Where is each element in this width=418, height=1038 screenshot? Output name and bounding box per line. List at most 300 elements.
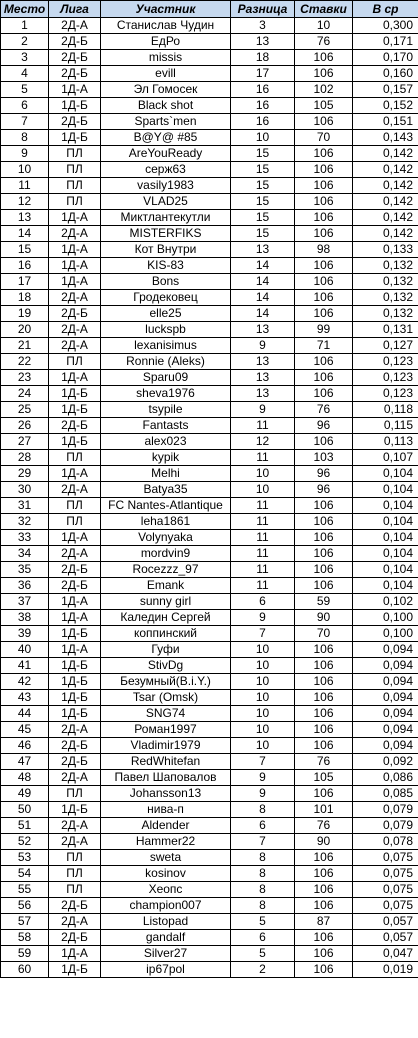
place-cell: 22 xyxy=(1,354,49,370)
average-cell: 0,094 xyxy=(353,738,418,754)
average-cell: 0,143 xyxy=(353,130,418,146)
league-cell: 1Д-А xyxy=(49,370,101,386)
place-cell: 44 xyxy=(1,706,49,722)
difference-cell: 14 xyxy=(231,306,295,322)
table-row xyxy=(1,642,418,658)
difference-cell: 10 xyxy=(231,130,295,146)
difference-cell: 6 xyxy=(231,818,295,834)
difference-cell: 12 xyxy=(231,434,295,450)
league-cell: 2Д-Б xyxy=(49,50,101,66)
place-cell: 21 xyxy=(1,338,49,354)
average-cell: 0,132 xyxy=(353,274,418,290)
bets-cell: 106 xyxy=(295,354,353,370)
average-cell: 0,142 xyxy=(353,178,418,194)
difference-cell: 8 xyxy=(231,866,295,882)
table-row xyxy=(1,706,418,722)
average-cell: 0,170 xyxy=(353,50,418,66)
difference-cell: 9 xyxy=(231,338,295,354)
difference-cell: 15 xyxy=(231,226,295,242)
league-cell: ПЛ xyxy=(49,194,101,210)
table-row xyxy=(1,786,418,802)
place-cell: 5 xyxy=(1,82,49,98)
average-cell: 0,160 xyxy=(353,66,418,82)
difference-cell: 3 xyxy=(231,18,295,34)
average-cell: 0,094 xyxy=(353,642,418,658)
bets-cell: 106 xyxy=(295,146,353,162)
difference-cell: 13 xyxy=(231,34,295,50)
average-cell: 0,127 xyxy=(353,338,418,354)
league-cell: 1Д-Б xyxy=(49,658,101,674)
table-row xyxy=(1,498,418,514)
bets-cell: 106 xyxy=(295,578,353,594)
participant-cell: AreYouReady xyxy=(101,146,231,162)
table-row xyxy=(1,754,418,770)
difference-cell: 11 xyxy=(231,530,295,546)
table-row xyxy=(1,34,418,50)
average-cell: 0,104 xyxy=(353,562,418,578)
place-cell: 49 xyxy=(1,786,49,802)
participant-cell: kypik xyxy=(101,450,231,466)
participant-cell: Volynyaka xyxy=(101,530,231,546)
average-cell: 0,104 xyxy=(353,498,418,514)
bets-cell: 106 xyxy=(295,50,353,66)
participant-cell: SNG74 xyxy=(101,706,231,722)
bets-cell: 10 xyxy=(295,18,353,34)
place-cell: 27 xyxy=(1,434,49,450)
table-row xyxy=(1,626,418,642)
table-row xyxy=(1,274,418,290)
bets-cell: 59 xyxy=(295,594,353,610)
table-row xyxy=(1,354,418,370)
place-cell: 38 xyxy=(1,610,49,626)
league-cell: ПЛ xyxy=(49,354,101,370)
difference-cell: 15 xyxy=(231,210,295,226)
league-cell: 2Д-Б xyxy=(49,898,101,914)
difference-cell: 11 xyxy=(231,450,295,466)
place-cell: 20 xyxy=(1,322,49,338)
participant-cell: Sparts`men xyxy=(101,114,231,130)
difference-cell: 13 xyxy=(231,386,295,402)
participant-cell: VLAD25 xyxy=(101,194,231,210)
difference-cell: 10 xyxy=(231,706,295,722)
table-row xyxy=(1,802,418,818)
participant-cell: Павел Шаповалов xyxy=(101,770,231,786)
bets-cell: 106 xyxy=(295,738,353,754)
participant-cell: Hammer22 xyxy=(101,834,231,850)
place-cell: 30 xyxy=(1,482,49,498)
place-cell: 58 xyxy=(1,930,49,946)
average-cell: 0,142 xyxy=(353,146,418,162)
league-cell: ПЛ xyxy=(49,146,101,162)
difference-cell: 13 xyxy=(231,354,295,370)
league-cell: 2Д-Б xyxy=(49,418,101,434)
participant-cell: vasily1983 xyxy=(101,178,231,194)
place-cell: 26 xyxy=(1,418,49,434)
average-cell: 0,019 xyxy=(353,962,418,978)
difference-cell: 13 xyxy=(231,370,295,386)
table-row xyxy=(1,226,418,242)
place-cell: 52 xyxy=(1,834,49,850)
table-row xyxy=(1,866,418,882)
participant-cell: Гуфи xyxy=(101,642,231,658)
difference-cell: 5 xyxy=(231,914,295,930)
difference-cell: 11 xyxy=(231,562,295,578)
table-row xyxy=(1,578,418,594)
league-cell: 1Д-Б xyxy=(49,626,101,642)
place-cell: 8 xyxy=(1,130,49,146)
average-cell: 0,115 xyxy=(353,418,418,434)
place-cell: 54 xyxy=(1,866,49,882)
average-cell: 0,133 xyxy=(353,242,418,258)
column-header-participant: Участник xyxy=(101,1,231,18)
place-cell: 29 xyxy=(1,466,49,482)
participant-cell: tsypile xyxy=(101,402,231,418)
participant-cell: Миктлантекутли xyxy=(101,210,231,226)
table-row xyxy=(1,370,418,386)
table-row xyxy=(1,834,418,850)
bets-cell: 106 xyxy=(295,386,353,402)
bets-cell: 98 xyxy=(295,242,353,258)
average-cell: 0,104 xyxy=(353,546,418,562)
table-row xyxy=(1,898,418,914)
bets-cell: 106 xyxy=(295,642,353,658)
participant-cell: luckspb xyxy=(101,322,231,338)
table-row xyxy=(1,562,418,578)
bets-cell: 106 xyxy=(295,210,353,226)
place-cell: 17 xyxy=(1,274,49,290)
league-cell: 1Д-Б xyxy=(49,674,101,690)
average-cell: 0,113 xyxy=(353,434,418,450)
average-cell: 0,104 xyxy=(353,482,418,498)
place-cell: 43 xyxy=(1,690,49,706)
league-cell: 1Д-А xyxy=(49,242,101,258)
average-cell: 0,104 xyxy=(353,578,418,594)
table-row xyxy=(1,178,418,194)
participant-cell: ip67pol xyxy=(101,962,231,978)
place-cell: 3 xyxy=(1,50,49,66)
bets-cell: 96 xyxy=(295,418,353,434)
league-cell: 2Д-А xyxy=(49,338,101,354)
table-row xyxy=(1,962,418,978)
average-cell: 0,157 xyxy=(353,82,418,98)
participant-cell: серж63 xyxy=(101,162,231,178)
participant-cell: FC Nantes-Atlantique xyxy=(101,498,231,514)
table-row xyxy=(1,418,418,434)
participant-cell: alex023 xyxy=(101,434,231,450)
participant-cell: Безумный(B.i.Y.) xyxy=(101,674,231,690)
average-cell: 0,131 xyxy=(353,322,418,338)
participant-cell: MISTERFIKS xyxy=(101,226,231,242)
place-cell: 42 xyxy=(1,674,49,690)
average-cell: 0,142 xyxy=(353,162,418,178)
league-cell: 1Д-А xyxy=(49,258,101,274)
difference-cell: 11 xyxy=(231,546,295,562)
average-cell: 0,171 xyxy=(353,34,418,50)
bets-cell: 76 xyxy=(295,34,353,50)
participant-cell: Vladimir1979 xyxy=(101,738,231,754)
league-cell: 2Д-Б xyxy=(49,930,101,946)
league-cell: ПЛ xyxy=(49,882,101,898)
table-row xyxy=(1,50,418,66)
participant-cell: Emank xyxy=(101,578,231,594)
place-cell: 13 xyxy=(1,210,49,226)
difference-cell: 18 xyxy=(231,50,295,66)
bets-cell: 70 xyxy=(295,626,353,642)
table-row xyxy=(1,114,418,130)
place-cell: 45 xyxy=(1,722,49,738)
bets-cell: 106 xyxy=(295,898,353,914)
participant-cell: sunny girl xyxy=(101,594,231,610)
bets-cell: 76 xyxy=(295,402,353,418)
participant-cell: StivDg xyxy=(101,658,231,674)
difference-cell: 16 xyxy=(231,82,295,98)
difference-cell: 14 xyxy=(231,290,295,306)
participant-cell: Станислав Чудин xyxy=(101,18,231,34)
difference-cell: 13 xyxy=(231,322,295,338)
table-row xyxy=(1,66,418,82)
league-cell: 2Д-Б xyxy=(49,578,101,594)
participant-cell: Ronnie (Aleks) xyxy=(101,354,231,370)
league-cell: ПЛ xyxy=(49,786,101,802)
participant-cell: Listopad xyxy=(101,914,231,930)
average-cell: 0,132 xyxy=(353,290,418,306)
place-cell: 59 xyxy=(1,946,49,962)
participant-cell: коппинский xyxy=(101,626,231,642)
participant-cell: Sparu09 xyxy=(101,370,231,386)
bets-cell: 106 xyxy=(295,962,353,978)
place-cell: 40 xyxy=(1,642,49,658)
bets-cell: 106 xyxy=(295,882,353,898)
bets-cell: 106 xyxy=(295,786,353,802)
league-cell: 1Д-А xyxy=(49,610,101,626)
bets-cell: 106 xyxy=(295,514,353,530)
difference-cell: 9 xyxy=(231,786,295,802)
bets-cell: 105 xyxy=(295,98,353,114)
participant-cell: Каледин Сергей xyxy=(101,610,231,626)
average-cell: 0,300 xyxy=(353,18,418,34)
bets-cell: 106 xyxy=(295,258,353,274)
league-cell: 2Д-А xyxy=(49,18,101,34)
bets-cell: 106 xyxy=(295,498,353,514)
difference-cell: 10 xyxy=(231,738,295,754)
place-cell: 28 xyxy=(1,450,49,466)
league-cell: 1Д-Б xyxy=(49,434,101,450)
difference-cell: 11 xyxy=(231,514,295,530)
league-cell: 2Д-Б xyxy=(49,34,101,50)
average-cell: 0,079 xyxy=(353,818,418,834)
bets-cell: 106 xyxy=(295,546,353,562)
column-header-place: Место xyxy=(1,1,49,18)
bets-cell: 87 xyxy=(295,914,353,930)
difference-cell: 11 xyxy=(231,418,295,434)
participant-cell: Гродековец xyxy=(101,290,231,306)
place-cell: 37 xyxy=(1,594,49,610)
table-row xyxy=(1,674,418,690)
league-cell: 2Д-А xyxy=(49,290,101,306)
league-cell: 1Д-А xyxy=(49,210,101,226)
participant-cell: champion007 xyxy=(101,898,231,914)
place-cell: 23 xyxy=(1,370,49,386)
average-cell: 0,152 xyxy=(353,98,418,114)
average-cell: 0,142 xyxy=(353,194,418,210)
average-cell: 0,094 xyxy=(353,690,418,706)
league-cell: 1Д-А xyxy=(49,82,101,98)
league-cell: 1Д-А xyxy=(49,466,101,482)
column-header-average: В ср xyxy=(353,1,418,18)
league-cell: 1Д-Б xyxy=(49,706,101,722)
difference-cell: 15 xyxy=(231,178,295,194)
participant-cell: нива-п xyxy=(101,802,231,818)
league-cell: ПЛ xyxy=(49,178,101,194)
difference-cell: 16 xyxy=(231,98,295,114)
participant-cell: B@Y@ #85 xyxy=(101,130,231,146)
table-row xyxy=(1,818,418,834)
table-row xyxy=(1,162,418,178)
league-cell: 1Д-Б xyxy=(49,962,101,978)
participant-cell: evill xyxy=(101,66,231,82)
table-row xyxy=(1,146,418,162)
participant-cell: sheva1976 xyxy=(101,386,231,402)
difference-cell: 17 xyxy=(231,66,295,82)
league-cell: 2Д-А xyxy=(49,818,101,834)
place-cell: 50 xyxy=(1,802,49,818)
bets-cell: 76 xyxy=(295,754,353,770)
participant-cell: leha1861 xyxy=(101,514,231,530)
league-cell: 2Д-А xyxy=(49,226,101,242)
place-cell: 56 xyxy=(1,898,49,914)
participant-cell: Tsar (Omsk) xyxy=(101,690,231,706)
average-cell: 0,102 xyxy=(353,594,418,610)
place-cell: 41 xyxy=(1,658,49,674)
bets-cell: 105 xyxy=(295,770,353,786)
place-cell: 46 xyxy=(1,738,49,754)
league-cell: 2Д-А xyxy=(49,482,101,498)
bets-cell: 106 xyxy=(295,178,353,194)
table-row xyxy=(1,594,418,610)
place-cell: 6 xyxy=(1,98,49,114)
place-cell: 32 xyxy=(1,514,49,530)
bets-cell: 76 xyxy=(295,818,353,834)
column-header-difference: Разница xyxy=(231,1,295,18)
bets-cell: 106 xyxy=(295,722,353,738)
league-cell: 2Д-Б xyxy=(49,754,101,770)
difference-cell: 10 xyxy=(231,482,295,498)
table-row xyxy=(1,130,418,146)
table-row xyxy=(1,482,418,498)
bets-cell: 106 xyxy=(295,562,353,578)
difference-cell: 9 xyxy=(231,402,295,418)
league-cell: ПЛ xyxy=(49,866,101,882)
bets-cell: 96 xyxy=(295,466,353,482)
bets-cell: 102 xyxy=(295,82,353,98)
league-cell: 1Д-Б xyxy=(49,98,101,114)
bets-cell: 106 xyxy=(295,866,353,882)
league-cell: 2Д-Б xyxy=(49,66,101,82)
league-cell: 2Д-Б xyxy=(49,114,101,130)
difference-cell: 14 xyxy=(231,274,295,290)
average-cell: 0,094 xyxy=(353,722,418,738)
place-cell: 60 xyxy=(1,962,49,978)
bets-cell: 106 xyxy=(295,66,353,82)
difference-cell: 10 xyxy=(231,690,295,706)
participant-cell: missis xyxy=(101,50,231,66)
bets-cell: 101 xyxy=(295,802,353,818)
participant-cell: Melhi xyxy=(101,466,231,482)
table-row xyxy=(1,322,418,338)
average-cell: 0,094 xyxy=(353,706,418,722)
difference-cell: 14 xyxy=(231,258,295,274)
difference-cell: 8 xyxy=(231,882,295,898)
average-cell: 0,092 xyxy=(353,754,418,770)
average-cell: 0,047 xyxy=(353,946,418,962)
difference-cell: 11 xyxy=(231,498,295,514)
average-cell: 0,151 xyxy=(353,114,418,130)
table-row xyxy=(1,98,418,114)
average-cell: 0,132 xyxy=(353,306,418,322)
difference-cell: 10 xyxy=(231,658,295,674)
place-cell: 16 xyxy=(1,258,49,274)
place-cell: 2 xyxy=(1,34,49,50)
league-cell: ПЛ xyxy=(49,162,101,178)
difference-cell: 7 xyxy=(231,626,295,642)
participant-cell: Fantasts xyxy=(101,418,231,434)
average-cell: 0,100 xyxy=(353,610,418,626)
bets-cell: 70 xyxy=(295,130,353,146)
place-cell: 19 xyxy=(1,306,49,322)
participant-cell: Black shot xyxy=(101,98,231,114)
table-row xyxy=(1,210,418,226)
bets-cell: 106 xyxy=(295,674,353,690)
participant-cell: Кот Внутри xyxy=(101,242,231,258)
league-cell: 2Д-А xyxy=(49,546,101,562)
table-row xyxy=(1,946,418,962)
bets-cell: 106 xyxy=(295,114,353,130)
difference-cell: 9 xyxy=(231,610,295,626)
average-cell: 0,123 xyxy=(353,386,418,402)
bets-cell: 106 xyxy=(295,226,353,242)
league-cell: 1Д-А xyxy=(49,530,101,546)
average-cell: 0,094 xyxy=(353,674,418,690)
difference-cell: 6 xyxy=(231,930,295,946)
place-cell: 36 xyxy=(1,578,49,594)
table-row xyxy=(1,546,418,562)
participant-cell: Silver27 xyxy=(101,946,231,962)
table-row xyxy=(1,290,418,306)
difference-cell: 10 xyxy=(231,466,295,482)
table-row xyxy=(1,850,418,866)
participant-cell: Aldender xyxy=(101,818,231,834)
table-row xyxy=(1,930,418,946)
table-row xyxy=(1,18,418,34)
place-cell: 57 xyxy=(1,914,49,930)
table-row xyxy=(1,242,418,258)
bets-cell: 106 xyxy=(295,690,353,706)
difference-cell: 11 xyxy=(231,578,295,594)
column-header-bets: Ставки xyxy=(295,1,353,18)
difference-cell: 8 xyxy=(231,898,295,914)
place-cell: 10 xyxy=(1,162,49,178)
place-cell: 51 xyxy=(1,818,49,834)
participant-cell: Bons xyxy=(101,274,231,290)
league-cell: 1Д-А xyxy=(49,642,101,658)
difference-cell: 6 xyxy=(231,594,295,610)
bets-cell: 106 xyxy=(295,290,353,306)
place-cell: 18 xyxy=(1,290,49,306)
table-row xyxy=(1,194,418,210)
table-row xyxy=(1,770,418,786)
difference-cell: 8 xyxy=(231,850,295,866)
participant-cell: Роман1997 xyxy=(101,722,231,738)
